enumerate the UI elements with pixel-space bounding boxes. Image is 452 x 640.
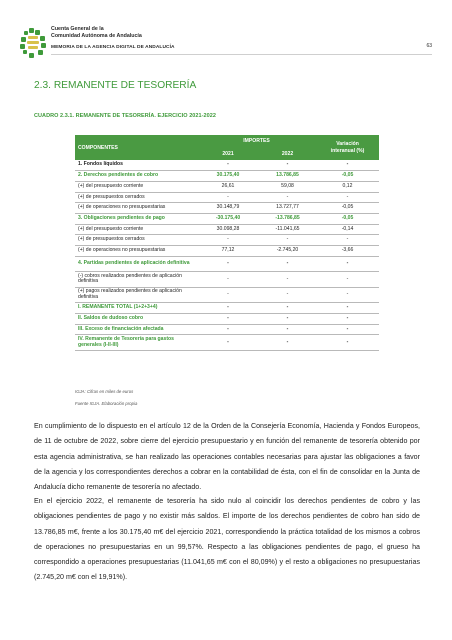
table-row: III. Exceso de financiación afectada - - - xyxy=(75,324,379,335)
remanente-table xyxy=(75,135,379,351)
paragraph: En el ejercicio 2022, el remanente de tesorería ha sido nulo al coincidir los derechos pendientes de cobro y las obligaciones pendientes de pago y no existir más saldos. El importe de los derechos pendientes de cobro han sido de 13.786,85 m€, frente a los 30.175,40 m€ del ejercicio 2021, correspondiendo la práctica totalidad de los mismos a cobros de operaciones no presupuestarias en un 99,57%. Respecto a las obligaciones pendientes de pago, el grueso ha correspondido a operaciones presupuestarias (11.041,65 m€ con el 80,09%) y el resto a obligaciones no presupuestarias (2.745,20 m€ con el 19,91%). xyxy=(34,497,420,582)
table-row: I. REMANENTE TOTAL (1+2+3+4) - - - xyxy=(75,303,379,314)
table-row: (-) cobros realizados pendientes de aplicación definitiva - - - xyxy=(75,272,379,288)
header-divider xyxy=(51,54,432,55)
header-2022: 2022 xyxy=(259,144,316,160)
organization-name: Cuenta General de la Comunidad Autónoma de Andalucía xyxy=(51,26,142,39)
table-row: 3. Obligaciones pendientes de pago -30.175,40 -13.786,85 -0,05 xyxy=(75,213,379,224)
document-subtitle: MEMORIA DE LA AGENCIA DIGITAL DE ANDALUCÍA xyxy=(51,45,175,50)
header-variacion: Variación interanual (%) xyxy=(316,135,379,160)
table-row: (+) pagos realizados pendientes de aplicación definitiva - - - xyxy=(75,287,379,303)
page-number: 63 xyxy=(426,43,432,49)
header-componentes: COMPONENTES xyxy=(75,135,197,160)
table-title: CUADRO 2.3.1. REMANENTE DE TESORERÍA. EJERCICIO 2021-2022 xyxy=(34,113,216,119)
table-row: (+) del presupuesto corriente 30.098,28 -11.041,65 -0,14 xyxy=(75,224,379,235)
table-row: (+) de operaciones no presupuestarias 30.148,79 13.727,77 -0,05 xyxy=(75,203,379,214)
paragraph: En cumplimiento de lo dispuesto en el artículo 12 de la Orden de la Consejería Economía, Hacienda y Fondos Europeos, de 11 de octubre de 2022, sobre cierre del ejercicio presupuestario y en función del remanente de tesorería obtenido por esta agencia administrativa, se han realizado las operaciones contables necesarias para ajustar las obligaciones a favor de la agencia y los correspondientes derechos a cobrar en la contabilidad de ésta, con el fin de consolidar en la Junta de Andalucía dicho remanente de tesorería no afectado. xyxy=(34,422,420,492)
table-row: IV. Remanente de Tesorería para gastos generales (I-II-III) - - - xyxy=(75,335,379,351)
section-title: 2.3. REMANENTE DE TESORERÍA xyxy=(34,80,197,91)
page-header xyxy=(20,26,432,62)
table-row: (+) de presupuestos cerrados - - - xyxy=(75,235,379,246)
header-importes: IMPORTES xyxy=(197,135,316,144)
junta-andalucia-logo-icon xyxy=(20,28,46,58)
table-row: 2. Derechos pendientes de cobro 30.175,40 13.786,85 -0,05 xyxy=(75,171,379,182)
table-row: 1. Fondos líquidos - - - xyxy=(75,160,379,171)
header-2021: 2021 xyxy=(197,144,259,160)
table-note: IGJA: Cifras en miles de euros xyxy=(75,389,134,394)
table-row: II. Saldos de dudoso cobro - - - xyxy=(75,313,379,324)
table-row: 4. Partidas pendientes de aplicación definitiva - - - xyxy=(75,256,379,272)
table-row: (+) de presupuestos cerrados - - - xyxy=(75,192,379,203)
table-source: Fuente IGJA. Elaboración propia xyxy=(75,401,138,406)
table-row: (+) del presupuesto corriente 26,61 59,08 0,12 xyxy=(75,181,379,192)
table-row: (+) de operaciones no presupuestarias 77,12 -2.745,20 -3,66 xyxy=(75,246,379,257)
